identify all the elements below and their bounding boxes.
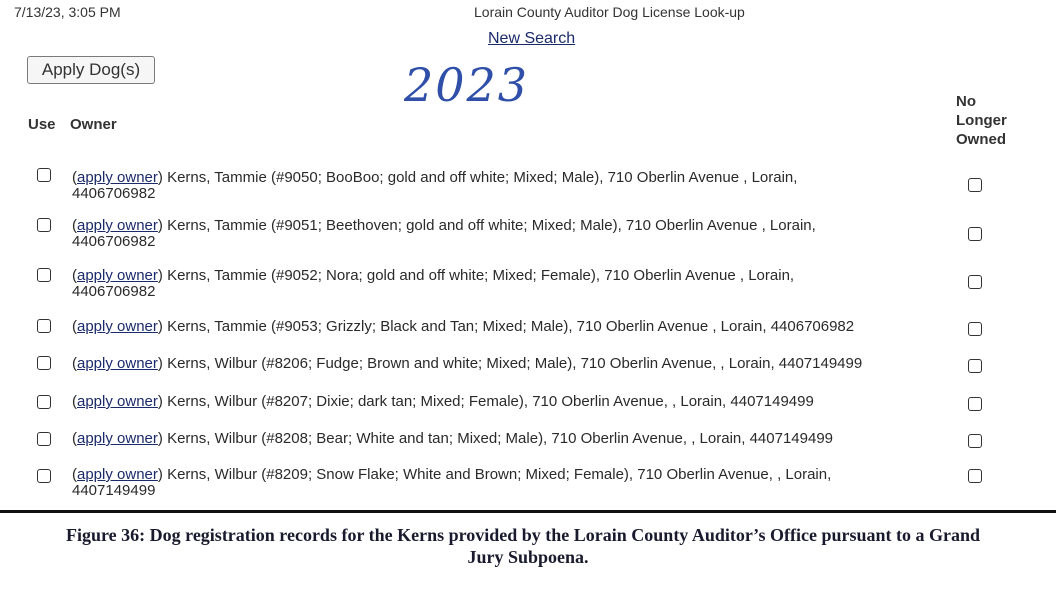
table-row [0,351,1056,391]
use-checkbox[interactable] [37,432,51,446]
handwritten-year: 2023 [404,58,530,112]
apply-owner-link[interactable]: apply owner [77,393,158,410]
new-search-link[interactable]: New Search [488,30,576,47]
owner-record: (apply owner) Kerns, Wilbur (#8206; Fudge; Brown and white; Mixed; Male), 710 Oberlin Avenue, , Lorain, 4407149499 [72,355,863,372]
record-line2: 4406706982 [72,233,156,250]
apply-owner-link[interactable]: apply owner [77,355,158,372]
no-longer-owned-checkbox[interactable] [968,275,982,289]
apply-dogs-button[interactable]: Apply Dog(s) [27,56,155,84]
owner-record: (apply owner) Kerns, Tammie (#9052; Nora; gold and off white; Mixed; Female), 710 Oberlin Avenue , Lorain, 4406706982 [72,267,795,300]
caption-line1: Figure 36: Dog registration records for the Kerns provided by the Lorain County Auditor’s Office pursuant to a Grand [66,525,980,545]
table-row [0,427,1056,467]
use-checkbox[interactable] [37,319,51,333]
apply-owner-link[interactable]: apply owner [77,169,158,186]
owner-record: (apply owner) Kerns, Wilbur (#8207; Dixie; dark tan; Mixed; Female), 710 Oberlin Avenue, , Lorain, 4407149499 [72,393,814,410]
apply-owner-link[interactable]: apply owner [77,466,158,483]
no-longer-owned-checkbox[interactable] [968,322,982,336]
record-line1: Kerns, Wilbur (#8209; Snow Flake; White and Brown; Mixed; Female), 710 Oberlin Avenue, , Lorain, [167,466,832,483]
no-longer-owned-checkbox[interactable] [968,397,982,411]
use-checkbox[interactable] [37,395,51,409]
use-checkbox[interactable] [37,168,51,182]
owner-record: (apply owner) Kerns, Tammie (#9051; Beethoven; gold and off white; Mixed; Male), 710 Oberlin Avenue , Lorain, 4406706982 [72,217,816,250]
owner-record: (apply owner) Kerns, Tammie (#9053; Grizzly; Black and Tan; Mixed; Male), 710 Oberlin Avenue , Lorain, 4406706982 [72,318,855,335]
column-header-use: Use [28,116,56,133]
column-header-no-longer-owned [956,92,1007,149]
table-row [0,464,1056,504]
use-checkbox[interactable] [37,218,51,232]
table-row [0,390,1056,430]
apply-owner-link[interactable]: apply owner [77,430,158,447]
apply-owner-link[interactable]: apply owner [77,217,158,234]
caption-line2: Jury Subpoena. [467,547,589,567]
use-checkbox[interactable] [37,356,51,370]
record-line1: Kerns, Wilbur (#8208; Bear; White and tan; Mixed; Male), 710 Oberlin Avenue, , Lorain, 4407149499 [167,430,834,447]
record-line2: 4406706982 [72,185,156,202]
timestamp: 7/13/23, 3:05 PM [14,4,121,20]
table-row [0,314,1056,354]
no-longer-owned-checkbox[interactable] [968,178,982,192]
record-line1: Kerns, Wilbur (#8207; Dixie; dark tan; Mixed; Female), 710 Oberlin Avenue, , Lorain, 4407149499 [167,393,814,410]
header-line-owned: Owned [956,131,1007,148]
owner-record: (apply owner) Kerns, Wilbur (#8208; Bear; White and tan; Mixed; Male), 710 Oberlin Avenue, , Lorain, 4407149499 [72,430,834,447]
use-checkbox[interactable] [37,268,51,282]
no-longer-owned-checkbox[interactable] [968,359,982,373]
column-header-owner: Owner [70,116,117,133]
table-row [0,162,1056,202]
record-line1: Kerns, Tammie (#9053; Grizzly; Black and Tan; Mixed; Male), 710 Oberlin Avenue , Lorain, 4406706982 [167,318,855,335]
divider [0,510,1056,513]
no-longer-owned-checkbox[interactable] [968,469,982,483]
record-line2: 4406706982 [72,283,156,300]
record-line1: Kerns, Tammie (#9051; Beethoven; gold and off white; Mixed; Male), 710 Oberlin Avenue , Lorain, [167,217,816,234]
header-line-no: No [956,93,976,110]
apply-owner-link[interactable]: apply owner [77,267,158,284]
owner-record: (apply owner) Kerns, Wilbur (#8209; Snow Flake; White and Brown; Mixed; Female), 710 Oberlin Avenue, , Lorain, 4407149499 [72,466,832,499]
use-checkbox[interactable] [37,469,51,483]
record-line1: Kerns, Tammie (#9052; Nora; gold and off white; Mixed; Female), 710 Oberlin Avenue , Lorain, [167,267,795,284]
table-row [0,263,1056,303]
page-title: Lorain County Auditor Dog License Look-up [474,4,745,20]
owner-record: (apply owner) Kerns, Tammie (#9050; BooBoo; gold and off white; Mixed; Male), 710 Oberlin Avenue , Lorain, 4406706982 [72,169,798,202]
record-line2: 4407149499 [72,482,156,499]
apply-owner-link[interactable]: apply owner [77,318,158,335]
header-line-longer: Longer [956,112,1007,129]
figure-caption [0,524,1056,568]
table-row [0,213,1056,253]
record-line1: Kerns, Tammie (#9050; BooBoo; gold and off white; Mixed; Male), 710 Oberlin Avenue , Lorain, [167,169,798,186]
no-longer-owned-checkbox[interactable] [968,434,982,448]
no-longer-owned-checkbox[interactable] [968,227,982,241]
record-line1: Kerns, Wilbur (#8206; Fudge; Brown and white; Mixed; Male), 710 Oberlin Avenue, , Lorain, 4407149499 [167,355,863,372]
